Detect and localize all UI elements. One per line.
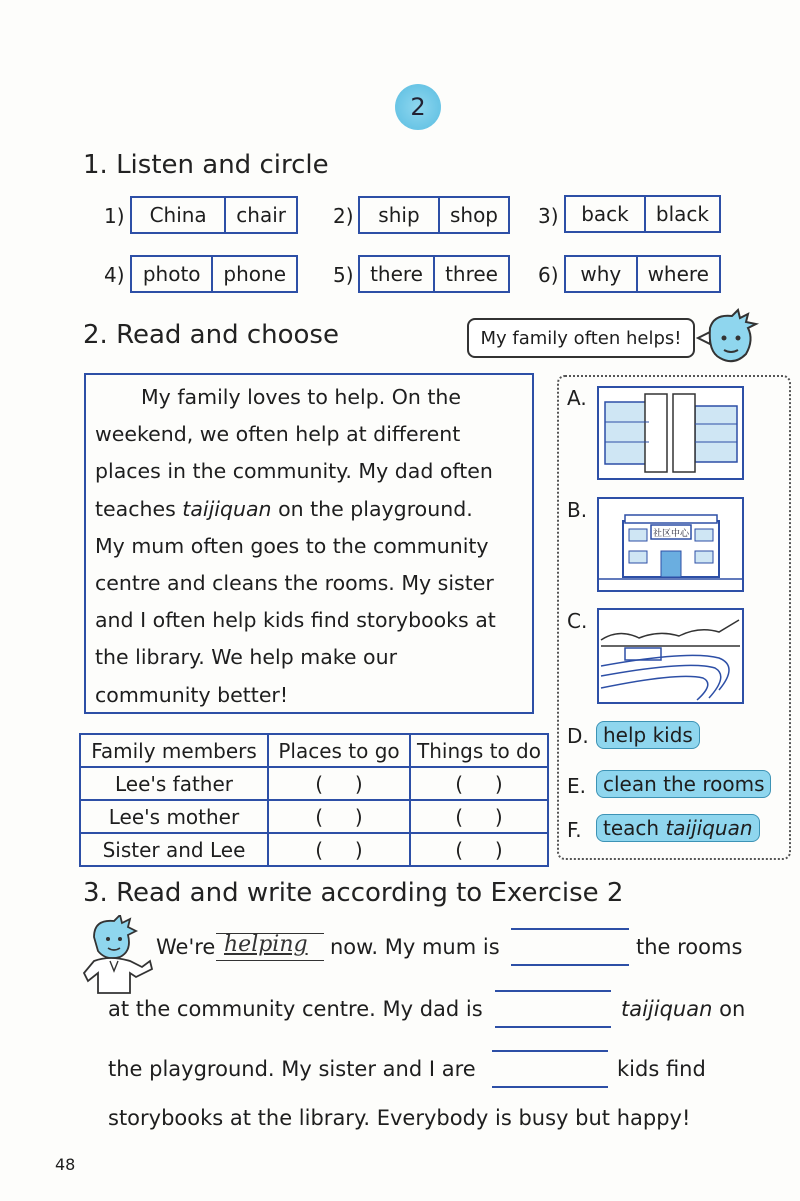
table-header: Family members: [80, 734, 268, 767]
table-cell-blank[interactable]: ( ): [410, 800, 548, 833]
answer-blank[interactable]: [492, 1050, 608, 1088]
option-label-f: F.: [567, 818, 582, 842]
passage-line: My mum often goes to the community: [95, 533, 489, 558]
answer-table: [79, 733, 549, 867]
sentence-part: kids find: [617, 1057, 706, 1081]
sentence-part: [621, 997, 745, 1021]
sentence-italic: taijiquan: [621, 997, 713, 1021]
word-option[interactable]: ship: [378, 203, 420, 227]
table-header: Things to do: [410, 734, 548, 767]
sentence-part: at the community centre. My dad is: [108, 997, 483, 1021]
passage-line: places in the community. My dad often: [95, 459, 493, 484]
page-number: 48: [55, 1155, 76, 1174]
passage-text: on the playground.: [271, 496, 473, 521]
word-pair-6: [564, 255, 721, 293]
library-picture: [597, 386, 744, 480]
passage-line: centre and cleans the rooms. My sister: [95, 571, 494, 596]
sentence-part: the playground. My sister and I are: [108, 1057, 476, 1081]
sentence-part: We're: [156, 935, 216, 959]
item-number: 5): [333, 263, 354, 287]
example-answer: helping: [224, 932, 308, 957]
passage-line: [95, 491, 524, 528]
item-number: 3): [538, 204, 559, 228]
section3-title: 3. Read and write according to Exercise 2: [83, 878, 624, 908]
table-cell-blank[interactable]: ( ): [410, 833, 548, 866]
table-cell-blank[interactable]: ( ): [410, 767, 548, 800]
passage-line: community better!: [95, 682, 289, 707]
section2-title: 2. Read and choose: [83, 320, 339, 350]
word-option[interactable]: shop: [438, 198, 508, 232]
option-f-pill: [596, 814, 760, 842]
boy-face-icon: [694, 308, 764, 368]
word-pair-4: [130, 255, 298, 293]
option-label-e: E.: [567, 774, 586, 798]
word-pair-1: [130, 196, 298, 234]
word-pair-5: [358, 255, 510, 293]
option-label-c: C.: [567, 609, 588, 633]
word-option[interactable]: China: [149, 203, 207, 227]
sentence-text: on: [712, 997, 746, 1021]
playground-picture: [597, 608, 744, 704]
word-option[interactable]: phone: [211, 257, 296, 291]
table-header: Places to go: [268, 734, 410, 767]
item-number: 4): [104, 263, 125, 287]
word-option[interactable]: why: [580, 262, 622, 286]
unit-number-badge: 2: [395, 84, 441, 130]
option-d-pill: help kids: [596, 721, 700, 749]
sentence-part: storybooks at the library. Everybody is busy but happy!: [108, 1106, 691, 1130]
table-cell-member: Sister and Lee: [80, 833, 268, 866]
word-option[interactable]: back: [581, 202, 629, 226]
passage-line: and I often help kids find storybooks at: [95, 608, 496, 633]
passage-text: teaches: [95, 496, 183, 521]
answer-blank[interactable]: [495, 990, 611, 1028]
reading-passage: [84, 373, 534, 714]
option-label-a: A.: [567, 386, 587, 410]
passage-line: the library. We help make our: [95, 645, 398, 670]
option-label-d: D.: [567, 724, 589, 748]
item-number: 2): [333, 204, 354, 228]
table-cell-blank[interactable]: ( ): [268, 767, 410, 800]
item-number: 1): [104, 204, 125, 228]
option-e-pill: clean the rooms: [596, 770, 771, 798]
option-f-italic: taijiquan: [665, 816, 753, 840]
sentence-part: now. My mum is: [330, 935, 500, 959]
passage-italic: taijiquan: [182, 496, 272, 521]
table-cell-blank[interactable]: ( ): [268, 833, 410, 866]
table-cell-member: Lee's mother: [80, 800, 268, 833]
word-option[interactable]: black: [644, 197, 719, 231]
boy-figure-icon: [80, 915, 156, 995]
word-option[interactable]: there: [370, 262, 423, 286]
word-option[interactable]: photo: [142, 262, 201, 286]
word-option[interactable]: where: [636, 257, 719, 291]
community-centre-picture: [597, 497, 744, 592]
section1-title: 1. Listen and circle: [83, 150, 329, 180]
answer-blank[interactable]: [511, 928, 629, 966]
word-pair-3: [564, 195, 721, 233]
building-sign-text: 社区中心: [652, 529, 690, 539]
table-cell-blank[interactable]: ( ): [268, 800, 410, 833]
example-blank: [216, 933, 324, 961]
word-pair-2: [358, 196, 510, 234]
passage-line: weekend, we often help at different: [95, 422, 461, 447]
word-option[interactable]: chair: [224, 198, 296, 232]
speech-bubble: My family often helps!: [467, 318, 695, 358]
option-label-b: B.: [567, 498, 588, 522]
table-cell-member: Lee's father: [80, 767, 268, 800]
word-option[interactable]: three: [433, 257, 508, 291]
passage-line: My family loves to help. On the: [141, 385, 462, 409]
option-f-text: teach: [603, 816, 666, 840]
sentence-part: the rooms: [636, 935, 743, 959]
item-number: 6): [538, 263, 559, 287]
